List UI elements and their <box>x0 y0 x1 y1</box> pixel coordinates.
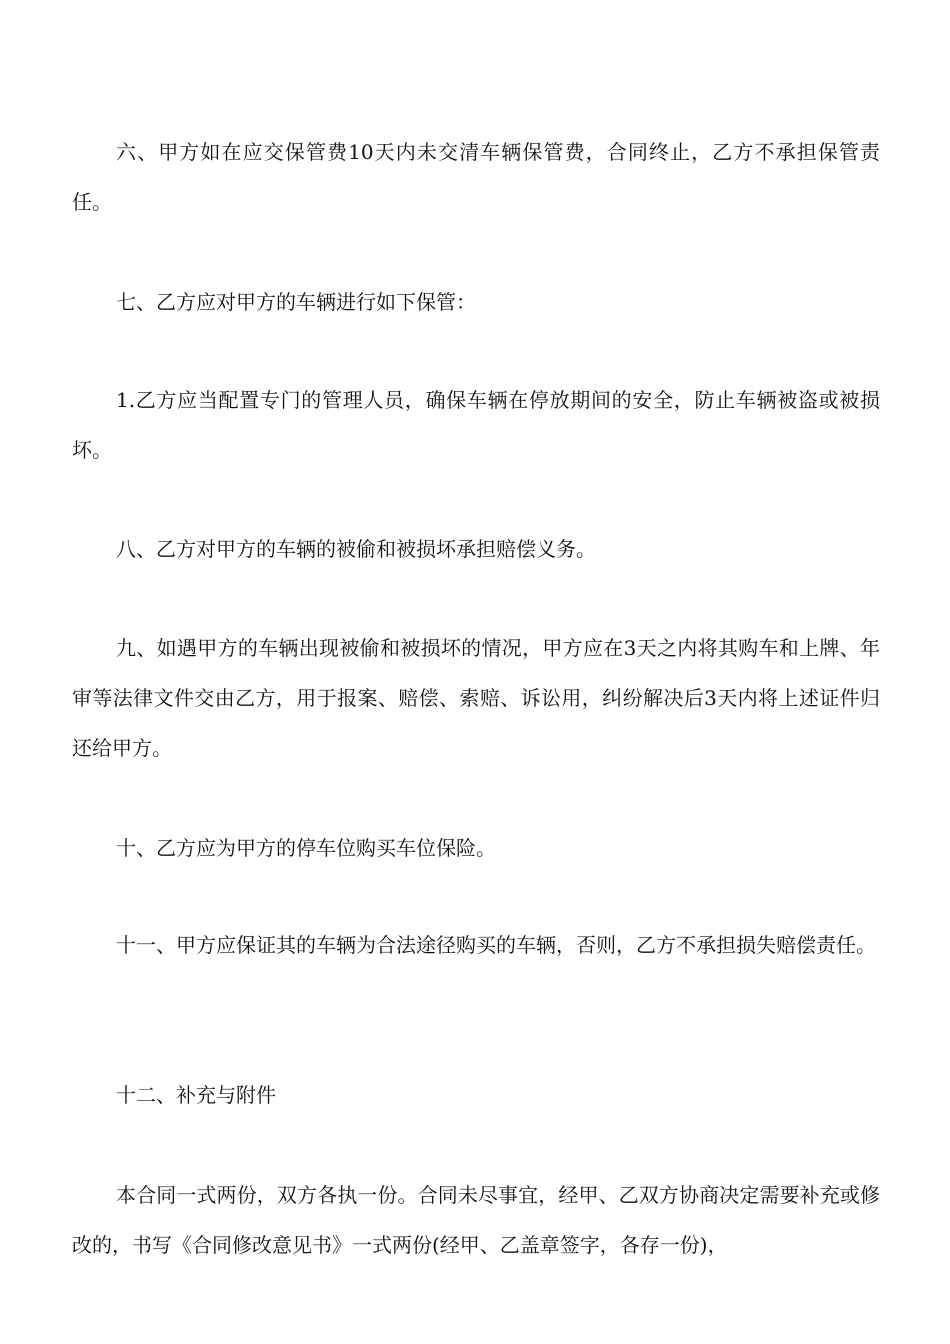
clause-six: 六、甲方如在应交保管费10天内未交清车辆保管费，合同终止，乙方不承担保管责任。 <box>72 140 880 214</box>
clause-eleven: 十一、甲方应保证其的车辆为合法途径购买的车辆，否则，乙方不承担损失赔偿责任。 <box>116 933 876 957</box>
clause-twelve-heading: 十二、补充与附件 <box>116 1083 276 1107</box>
supplement-paragraph: 本合同一式两份，双方各执一份。合同未尽事宜，经甲、乙双方协商决定需要补充或修改的，书写《合同修改意见书》一式两份(经甲、乙盖章签字，各存一份)， <box>72 1183 880 1257</box>
clause-seven: 七、乙方应对甲方的车辆进行如下保管： <box>116 290 476 314</box>
clause-ten: 十、乙方应为甲方的停车位购买车位保险。 <box>116 836 496 860</box>
clause-nine: 九、如遇甲方的车辆出现被偷和被损坏的情况，甲方应在3天之内将其购车和上牌、年审等法律文件交由乙方，用于报案、赔偿、索赔、诉讼用，纠纷解决后3天内将上述证件归还给甲方。 <box>72 636 880 760</box>
clause-eight: 八、乙方对甲方的车辆的被偷和被损坏承担赔偿义务。 <box>116 537 596 561</box>
clause-seven-item-one: 1.乙方应当配置专门的管理人员，确保车辆在停放期间的安全，防止车辆被盗或被损坏。 <box>72 388 880 462</box>
